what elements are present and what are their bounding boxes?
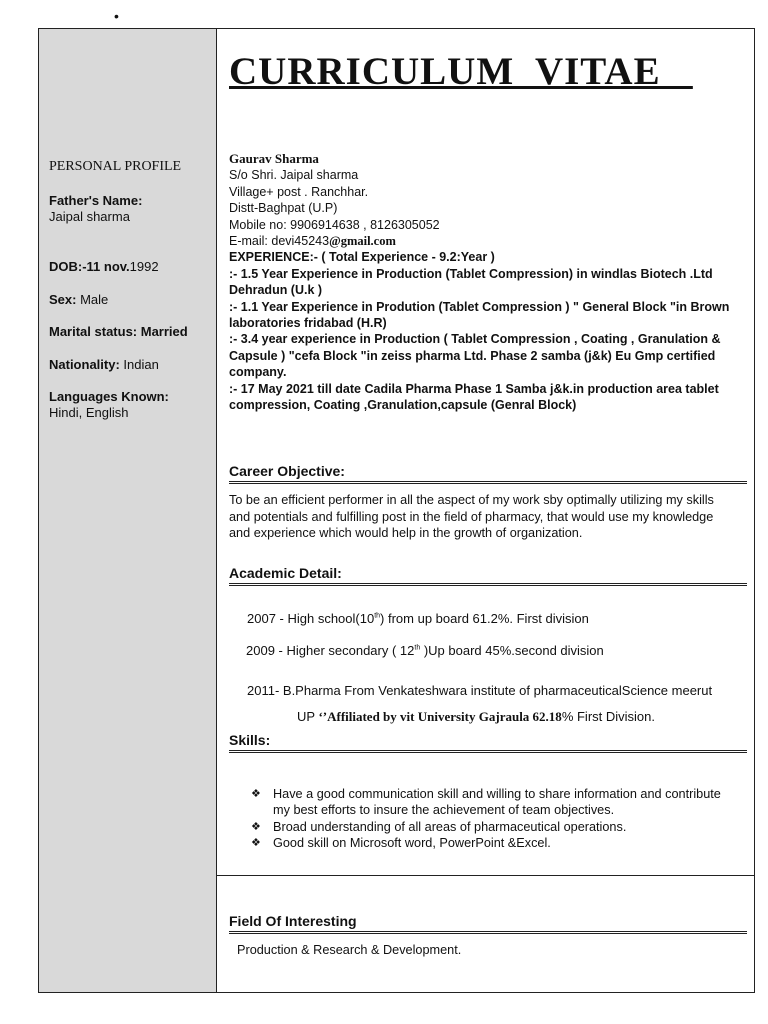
skills-heading: Skills: [229, 732, 747, 753]
list-item [251, 835, 731, 851]
academic-line-2009-sup: th [414, 644, 421, 652]
field-of-interest-heading: Field Of Interesting [229, 913, 747, 934]
skills-list [251, 786, 731, 852]
nationality-field [49, 357, 159, 373]
academic-detail-heading: Academic Detail: [229, 565, 747, 586]
section-divider [217, 875, 754, 876]
academic-line-2011: 2011- B.Pharma From Venkateshwara institute of pharmaceuticalScience meerut [247, 683, 713, 698]
experience-item: :- 1.1 Year Experience in Prodution (Tablet Compression ) " General Block "in Brown laboratories fridabad (H.R) [229, 299, 730, 331]
academic-line-2007-rest: ) from up board 61.2%. First division [380, 611, 589, 626]
email-prefix: E-mail: devi45243 [229, 234, 330, 249]
mobile-number: Mobile no: 9906914638 , 8126305052 [229, 217, 440, 232]
father-name-label: Father's Name: [49, 193, 143, 208]
sex-value: Male [76, 292, 109, 307]
email-domain: @gmail.com [329, 234, 396, 249]
academic-line-2009-text: 2009 - Higher secondary ( 12 [246, 643, 415, 658]
contact-and-experience-block [229, 151, 749, 414]
dob-label: DOB:-11 nov. [49, 259, 130, 274]
candidate-name: Gaurav Sharma [229, 151, 319, 166]
village-address: Village+ post . Ranchhar. [229, 184, 369, 199]
personal-profile-sidebar [39, 29, 217, 992]
diamond-bullet-icon: ❖ [251, 788, 261, 800]
experience-item: :- 3.4 year experience in Production ( Tablet Compression , Coating , Granulation & Capsule ) "cefa Block "in zeiss pharma Ltd. Phase 2 samba (j&k) Eu Gmp certified company. [229, 332, 721, 380]
career-objective-text: To be an efficient performer in all the aspect of my work sby optimally utilizing my skills and potentials and fulfilling post in the field of pharmacy, that would use my knowledge and experience which would help in the growth of organization. [229, 493, 714, 540]
academic-line-2007 [247, 611, 589, 626]
dob-value: 1992 [129, 259, 159, 274]
list-item [251, 786, 731, 819]
academic-line-2009 [246, 643, 604, 658]
skill-text: Broad understanding of all areas of pharmaceutical operations. [273, 819, 627, 834]
affiliation-prefix: UP [297, 709, 319, 724]
languages-value: Hindi, English [49, 405, 129, 420]
sex-field [49, 292, 108, 308]
experience-item: :- 1.5 Year Experience in Production (Tablet Compression) in windlas Biotech .Ltd Dehradun (U.k ) [229, 266, 713, 298]
skill-text: Good skill on Microsoft word, PowerPoint &Excel. [273, 836, 551, 851]
career-objective-heading: Career Objective: [229, 463, 747, 484]
academic-line-2009-rest: )Up board 45%.second division [420, 643, 604, 658]
cv-frame [38, 28, 755, 993]
marital-status-label: Marital status: Married [49, 324, 188, 339]
academic-line-2007-text: 2007 - High school(10 [247, 611, 375, 626]
list-item [251, 819, 731, 835]
skill-text: Have a good communication skill and willing to share information and contribute my best efforts to insure the achievement of team objectives. [273, 787, 721, 818]
experience-summary: EXPERIENCE:- ( Total Experience - 9.2:Year ) [229, 250, 495, 265]
father-name-field [49, 193, 142, 225]
languages-label: Languages Known: [49, 389, 169, 404]
affiliation-rest: % First Division. [561, 709, 655, 724]
main-content [217, 29, 754, 992]
top-bullet: • [114, 8, 119, 24]
parent-name: S/o Shri. Jaipal sharma [229, 168, 359, 183]
email-line [229, 233, 749, 249]
experience-item: :- 17 May 2021 till date Cadila Pharma Phase 1 Samba j&k.in production area tablet compression, Coating ,Granulation,capsule (Genral Block) [229, 381, 719, 413]
diamond-bullet-icon: ❖ [251, 837, 261, 850]
cv-title: CURRICULUM VITAE [229, 50, 693, 93]
academic-line-2007-sup: th [374, 612, 381, 620]
languages-field [49, 389, 169, 421]
diamond-bullet-icon: ❖ [251, 820, 261, 833]
affiliation-bold: ‘’Affiliated by vit University Gajraula 62.18 [318, 709, 562, 724]
personal-profile-title: PERSONAL PROFILE [49, 159, 182, 174]
nationality-value: Indian [119, 357, 159, 372]
field-of-interest-text: Production & Research & Development. [237, 943, 462, 957]
sex-label: Sex: [49, 292, 77, 307]
father-name-value: Jaipal sharma [49, 209, 130, 224]
district-address: Distt-Baghpat (U.P) [229, 201, 338, 216]
nationality-label: Nationality: [49, 357, 120, 372]
academic-line-affiliation [297, 709, 655, 725]
dob-field [49, 259, 159, 275]
marital-status-field [49, 324, 188, 340]
